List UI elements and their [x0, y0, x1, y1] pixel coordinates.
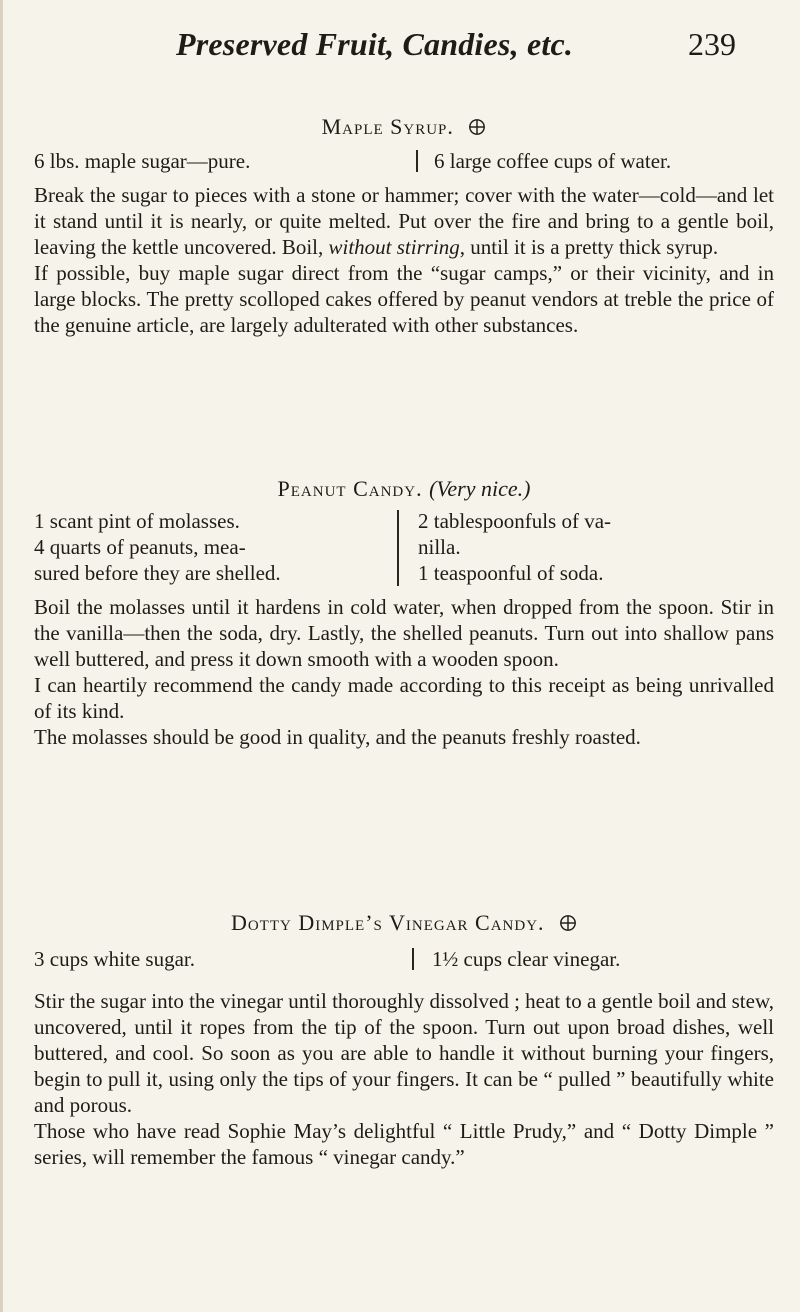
- page-edge: [0, 0, 3, 1312]
- ingredient-item: 6 large coffee cups of water.: [434, 149, 672, 173]
- maple-syrup-recipe: [34, 114, 774, 338]
- ingredient-list: [34, 508, 774, 588]
- peanut-candy-recipe: [34, 476, 774, 750]
- recipe-heading: [34, 476, 774, 502]
- recipe-heading: [34, 910, 774, 936]
- ingredient-line: 2 tablespoonfuls of va-: [418, 509, 612, 533]
- recipe-note: (Very nice.): [429, 476, 531, 501]
- vinegar-candy-title: Dotty Dimple’s Vinegar Candy.: [230, 910, 545, 935]
- ingredient-line: 1 scant pint of molasses.: [34, 509, 240, 533]
- instruction-paragraph: The molasses should be good in quality, and the peanuts freshly roasted.: [34, 725, 641, 749]
- ingredient-item: 6 lbs. maple sugar—pure.: [34, 149, 251, 173]
- ingredient-column-right: [418, 508, 758, 586]
- ingredient-list: [34, 946, 774, 974]
- running-title: Preserved Fruit, Candies, etc.: [176, 26, 574, 62]
- maple-syrup-title: Maple Syrup.: [321, 114, 454, 139]
- ingredient-line: nilla.: [418, 535, 461, 559]
- ingredient-line: sured before they are shelled.: [34, 561, 281, 585]
- instruction-paragraph: Stir the sugar into the vinegar until thoroughly dissolved ; heat to a gentle boil and stew, uncovered, until it ropes from the tip of the spoon. Turn out upon broad dishes, well buttered, and cool. So soon as you are able to handle it without burning your fingers, begin to pull it, using only the tips of your fingers. It can be “ pulled ” beautifully white and porous.: [34, 989, 774, 1117]
- peanut-candy-title: Peanut Candy.: [277, 476, 423, 501]
- column-divider: [397, 510, 399, 586]
- recipe-heading: [34, 114, 774, 140]
- cross-in-circle-icon: [559, 914, 577, 932]
- running-header: [176, 20, 736, 70]
- ingredient-item: 3 cups white sugar.: [34, 947, 195, 971]
- vinegar-candy-recipe: [34, 910, 774, 1170]
- cross-in-circle-icon: [468, 118, 486, 136]
- instruction-paragraph: I can heartily recommend the candy made according to this receipt as being unrivalled of its kind.: [34, 673, 774, 723]
- ingredient-list: [34, 148, 774, 176]
- column-divider: [416, 150, 418, 172]
- ingredient-item: 1½ cups clear vinegar.: [432, 947, 621, 971]
- instruction-paragraph: If possible, buy maple sugar direct from the “sugar camps,” or their vicinity, and in large blocks. The pretty scolloped cakes offered by peanut vendors at treble the price of the genuine article, are largely adulterated with other substances.: [34, 261, 774, 337]
- instruction-paragraph: Those who have read Sophie May’s delightful “ Little Prudy,” and “ Dotty Dimple ” series, will remember the famous “ vinegar candy.”: [34, 1119, 774, 1169]
- ingredient-column-left: [34, 508, 384, 586]
- ingredient-line: 1 teaspoonful of soda.: [418, 561, 604, 585]
- page-number: 239: [688, 26, 736, 62]
- column-divider: [412, 948, 414, 970]
- ingredient-line: 4 quarts of peanuts, mea-: [34, 535, 246, 559]
- instruction-paragraph: Break the sugar to pieces with a stone or hammer; cover with the water—cold—and let it stand until it is nearly, or quite melted. Put over the fire and bring to a gentle boil, leaving the kettle uncovered. Boil, without stirring, until it is a pretty thick syrup.: [34, 183, 774, 259]
- instruction-paragraph: Boil the molasses until it hardens in cold water, when dropped from the spoon. Stir in the vanilla—then the soda, dry. Lastly, the shelled peanuts. Turn out into shallow pans well buttered, and press it down smooth with a wooden spoon.: [34, 595, 774, 671]
